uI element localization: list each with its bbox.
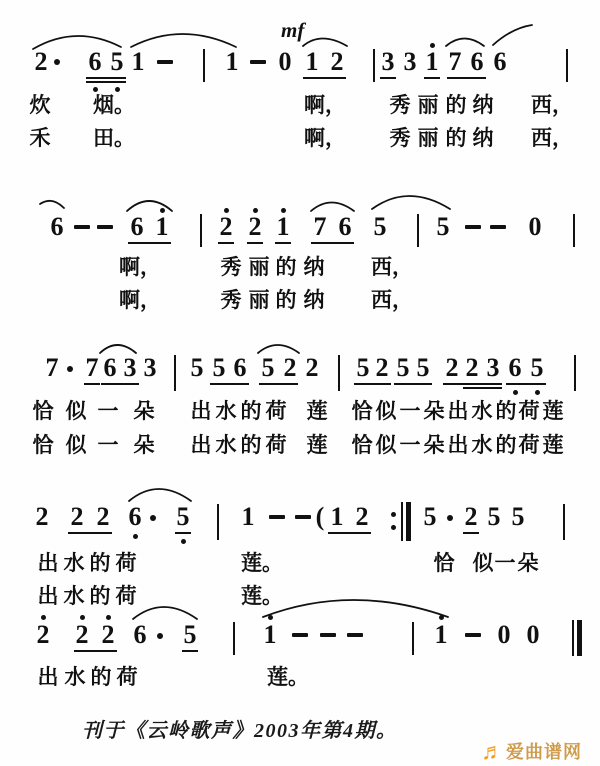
- lyric-syllable: 荷: [518, 400, 540, 423]
- slur: [311, 203, 354, 212]
- slur: [129, 489, 191, 501]
- note-digit: 2: [75, 620, 89, 649]
- note-digit: 3: [123, 353, 137, 382]
- octave-dot: [160, 208, 165, 213]
- note-digit: 7: [313, 212, 327, 241]
- lyric-syllable: 水: [63, 585, 85, 608]
- note-digit: 6: [130, 212, 144, 241]
- note-digit: 2: [96, 502, 110, 531]
- slur: [303, 39, 347, 47]
- octave-dot: [157, 633, 163, 639]
- lyric-syllable: 恰: [351, 400, 373, 423]
- duration-dash: [250, 60, 266, 64]
- octave-dot: [115, 87, 120, 92]
- octave-dot: [253, 208, 258, 213]
- lyric-syllable: 出: [37, 552, 59, 575]
- octave-dot: [268, 615, 273, 620]
- duration-underline: [328, 532, 371, 534]
- barline: [417, 214, 419, 247]
- note-digit: 1: [434, 620, 448, 649]
- duration-underline: [443, 383, 502, 385]
- barline: [563, 504, 565, 540]
- octave-dot: [80, 615, 85, 620]
- note-digit: 2: [355, 502, 369, 531]
- note-digit: 1: [263, 620, 277, 649]
- lyric-syllable: 出: [190, 434, 212, 457]
- slur: [100, 345, 136, 353]
- lyric-syllable: 一: [494, 552, 516, 575]
- note-digit: 5: [356, 353, 370, 382]
- note-digit: 6: [508, 353, 522, 382]
- note-digit: 0: [528, 212, 542, 241]
- lyric-syllable: 的: [240, 434, 262, 457]
- lyric-syllable: 的: [89, 552, 111, 575]
- duration-underline: [74, 650, 117, 652]
- lyric-syllable: 朵: [423, 434, 445, 457]
- lyric-syllable: 朵: [517, 552, 539, 575]
- barline: [406, 502, 411, 541]
- note-digit: 5: [110, 47, 124, 76]
- note-digit: 5: [436, 212, 450, 241]
- duration-dash: [347, 633, 363, 637]
- lyric-syllable: 水: [471, 434, 493, 457]
- lyric-syllable: 出: [447, 400, 469, 423]
- note-digit: 6: [338, 212, 352, 241]
- note-digit: 5: [487, 502, 501, 531]
- lyric-syllable: 似: [65, 400, 87, 423]
- note-digit: 2: [219, 212, 233, 241]
- octave-dot: [54, 59, 60, 65]
- note-digit: 2: [35, 502, 49, 531]
- note-digit: 2: [283, 353, 297, 382]
- lyric-syllable: 恰: [433, 552, 455, 575]
- note-digit: 2: [34, 47, 48, 76]
- barline: [572, 620, 574, 656]
- lyric-syllable: 一: [97, 400, 119, 423]
- duration-dash: [292, 633, 308, 637]
- duration-underline: [86, 77, 126, 79]
- note-digit: 6: [133, 620, 147, 649]
- octave-dot: [391, 512, 396, 517]
- note-digit: 6: [493, 47, 507, 76]
- lyric-syllable: 出: [37, 666, 59, 689]
- lyric-syllable: 恰: [32, 400, 54, 423]
- octave-dot: [93, 87, 98, 92]
- lyric-syllable: 朵: [423, 400, 445, 423]
- note-digit: 5: [190, 353, 204, 382]
- note-digit: 3: [486, 353, 500, 382]
- duration-underline: [86, 81, 126, 83]
- octave-dot: [439, 615, 444, 620]
- lyric-syllable: 田。: [93, 127, 135, 150]
- slur: [446, 39, 484, 47]
- lyric-syllable: 的: [240, 400, 262, 423]
- lyric-syllable: 荷: [115, 552, 137, 575]
- barline: [217, 504, 219, 540]
- lyric-syllable: 的: [275, 256, 297, 279]
- lyric-syllable: 秀: [389, 94, 411, 117]
- lyric-syllable: 荷: [265, 434, 287, 457]
- lyric-syllable: 荷: [116, 666, 138, 689]
- lyric-syllable: 一: [399, 400, 421, 423]
- note-digit: 1: [330, 502, 344, 531]
- duration-dash: [465, 633, 481, 637]
- duration-dash: [295, 515, 311, 519]
- note-digit: 6: [128, 502, 142, 531]
- lyric-syllable: 莲。: [267, 666, 309, 689]
- note-digit: 0: [526, 620, 540, 649]
- lyric-syllable: 似: [375, 400, 397, 423]
- note-digit: 5: [212, 353, 226, 382]
- duration-underline: [463, 387, 502, 389]
- note-digit: 5: [183, 620, 197, 649]
- note-digit: 5: [176, 502, 190, 531]
- lyric-syllable: 水: [471, 400, 493, 423]
- note-digit: 6: [88, 47, 102, 76]
- note-digit: 5: [416, 353, 430, 382]
- lyric-syllable: 出: [37, 585, 59, 608]
- duration-dash: [465, 225, 481, 229]
- duration-underline: [506, 383, 546, 385]
- lyric-syllable: 出: [447, 434, 469, 457]
- barline: [233, 622, 235, 655]
- note-digit: 2: [305, 353, 319, 382]
- lyric-syllable: 荷: [265, 400, 287, 423]
- lyric-syllable: 的: [445, 127, 467, 150]
- note-digit: 1: [155, 212, 169, 241]
- octave-dot: [106, 615, 111, 620]
- duration-underline: [303, 77, 346, 79]
- watermark-logo: [481, 738, 582, 764]
- note-digit: 2: [101, 620, 115, 649]
- lyric-syllable: 莲: [306, 434, 328, 457]
- octave-dot: [447, 515, 453, 521]
- lyric-syllable: 莲。: [241, 552, 283, 575]
- lyric-syllable: 朵: [133, 400, 155, 423]
- lyric-syllable: 西，: [371, 256, 413, 279]
- slur: [258, 345, 299, 353]
- slur: [127, 201, 172, 211]
- barline: [401, 502, 403, 541]
- duration-dash: [490, 225, 506, 229]
- lyric-syllable: 一: [399, 434, 421, 457]
- lyric-syllable: 的: [89, 585, 111, 608]
- watermark-text: 爱曲谱网: [506, 742, 582, 762]
- note-digit: 3: [381, 47, 395, 76]
- duration-dash: [97, 225, 113, 229]
- lyric-syllable: 纳: [303, 289, 325, 312]
- lyric-syllable: 炊: [29, 94, 51, 117]
- publication-note: 刊于《云岭歌声》2003年第4期。: [82, 720, 398, 742]
- lyric-syllable: 的: [275, 289, 297, 312]
- note-digit: 5: [530, 353, 544, 382]
- lyric-syllable: 似: [375, 434, 397, 457]
- music-note-icon: ♬: [481, 738, 504, 764]
- duration-underline: [463, 532, 479, 534]
- note-digit: 5: [511, 502, 525, 531]
- lyric-syllable: 似: [472, 552, 494, 575]
- note-digit: 2: [465, 353, 479, 382]
- octave-dot: [281, 208, 286, 213]
- lyric-syllable: 的: [445, 94, 467, 117]
- lyric-syllable: 丽: [248, 289, 270, 312]
- note-digit: 0: [497, 620, 511, 649]
- duration-dash: [74, 225, 90, 229]
- duration-dash: [320, 633, 336, 637]
- duration-dash: [269, 515, 285, 519]
- octave-dot: [224, 208, 229, 213]
- note-digit: 6: [103, 353, 117, 382]
- lyric-syllable: 恰: [351, 434, 373, 457]
- slur: [133, 607, 197, 619]
- barline: [412, 622, 414, 655]
- barline: [203, 49, 205, 82]
- octave-dot: [150, 515, 156, 521]
- lyric-syllable: 纳: [472, 94, 494, 117]
- duration-underline: [311, 242, 354, 244]
- note-digit: 2: [330, 47, 344, 76]
- lyric-syllable: 啊，: [304, 94, 346, 117]
- lyric-syllable: 莲: [306, 400, 328, 423]
- lyric-syllable: 莲: [542, 400, 564, 423]
- lyric-syllable: 啊，: [119, 256, 161, 279]
- lyric-syllable: 朵: [133, 434, 155, 457]
- lyric-syllable: 丽: [248, 256, 270, 279]
- barline: [577, 620, 582, 656]
- lyric-syllable: 秀: [389, 127, 411, 150]
- duration-underline: [182, 650, 198, 652]
- octave-dot: [67, 366, 73, 372]
- lyric-syllable: 西，: [371, 289, 413, 312]
- octave-dot: [535, 390, 540, 395]
- octave-dot: [133, 534, 138, 539]
- lyric-syllable: 荷: [115, 585, 137, 608]
- note-digit: 2: [248, 212, 262, 241]
- lyric-syllable: 丽: [417, 127, 439, 150]
- note-digit: 3: [403, 47, 417, 76]
- note-digit: 6: [470, 47, 484, 76]
- slur: [493, 25, 532, 45]
- dynamic-mark: mf: [281, 18, 305, 42]
- barline: [574, 355, 576, 391]
- duration-underline: [175, 532, 191, 534]
- note-digit: 1: [225, 47, 239, 76]
- lyric-syllable: 莲。: [241, 585, 283, 608]
- duration-underline: [259, 383, 298, 385]
- note-digit: 2: [375, 353, 389, 382]
- lyric-syllable: 水: [63, 552, 85, 575]
- lyric-syllable: 水: [64, 666, 86, 689]
- barline: [338, 355, 340, 391]
- note-digit: 0: [278, 47, 292, 76]
- duration-underline: [218, 242, 234, 244]
- note-digit: 2: [464, 502, 478, 531]
- octave-dot: [181, 539, 186, 544]
- lyric-syllable: 的: [90, 666, 112, 689]
- duration-underline: [424, 77, 440, 79]
- lyric-syllable: 水: [215, 400, 237, 423]
- lyric-syllable: 一: [97, 434, 119, 457]
- duration-underline: [275, 242, 291, 244]
- duration-dash: [157, 60, 173, 64]
- octave-dot: [391, 525, 396, 530]
- lyric-syllable: 似: [65, 434, 87, 457]
- lyric-syllable: 丽: [417, 94, 439, 117]
- note-digit: 1: [425, 47, 439, 76]
- note-digit: 1: [131, 47, 145, 76]
- note-digit: 6: [50, 212, 64, 241]
- duration-underline: [354, 383, 391, 385]
- lyric-syllable: 荷: [518, 434, 540, 457]
- duration-underline: [128, 242, 171, 244]
- note-digit: 5: [373, 212, 387, 241]
- duration-underline: [380, 77, 396, 79]
- note-digit: 2: [70, 502, 84, 531]
- duration-underline: [101, 383, 139, 385]
- note-digit: 1: [305, 47, 319, 76]
- octave-dot: [513, 390, 518, 395]
- slur: [40, 201, 64, 208]
- slur: [263, 600, 448, 617]
- lyric-syllable: 莲: [542, 434, 564, 457]
- lyric-syllable: 禾: [29, 127, 51, 150]
- lyric-syllable: 西，: [531, 94, 573, 117]
- note-digit: 2: [36, 620, 50, 649]
- note-digit: 7: [448, 47, 462, 76]
- note-digit: 7: [45, 353, 59, 382]
- barline: [174, 355, 176, 391]
- lyric-syllable: 啊，: [119, 289, 161, 312]
- duration-underline: [447, 77, 486, 79]
- note-digit: 5: [396, 353, 410, 382]
- octave-dot: [41, 615, 46, 620]
- lyric-syllable: 纳: [303, 256, 325, 279]
- duration-underline: [84, 383, 100, 385]
- slur: [131, 34, 236, 47]
- barline: [373, 49, 375, 82]
- octave-dot: [430, 43, 435, 48]
- slur: [372, 196, 450, 209]
- note-digit: 6: [233, 353, 247, 382]
- lyric-syllable: 啊，: [304, 127, 346, 150]
- duration-underline: [247, 242, 263, 244]
- duration-underline: [210, 383, 249, 385]
- lyric-syllable: 水: [215, 434, 237, 457]
- duration-underline: [394, 383, 432, 385]
- note-digit: (: [315, 502, 325, 531]
- barline: [573, 214, 575, 247]
- lyric-syllable: 烟。: [93, 94, 135, 117]
- note-digit: 1: [276, 212, 290, 241]
- lyric-syllable: 秀: [220, 256, 242, 279]
- lyric-syllable: 出: [190, 400, 212, 423]
- lyric-syllable: 秀: [220, 289, 242, 312]
- lyric-syllable: 西，: [531, 127, 573, 150]
- note-digit: 2: [445, 353, 459, 382]
- lyric-syllable: 的: [495, 434, 517, 457]
- note-digit: 5: [423, 502, 437, 531]
- lyric-syllable: 恰: [32, 434, 54, 457]
- note-digit: 5: [261, 353, 275, 382]
- barline: [200, 214, 202, 247]
- lyric-syllable: 的: [495, 400, 517, 423]
- barline: [566, 49, 568, 82]
- lyric-syllable: 纳: [472, 127, 494, 150]
- note-digit: 3: [143, 353, 157, 382]
- note-digit: 1: [241, 502, 255, 531]
- duration-underline: [68, 532, 112, 534]
- note-digit: 7: [85, 353, 99, 382]
